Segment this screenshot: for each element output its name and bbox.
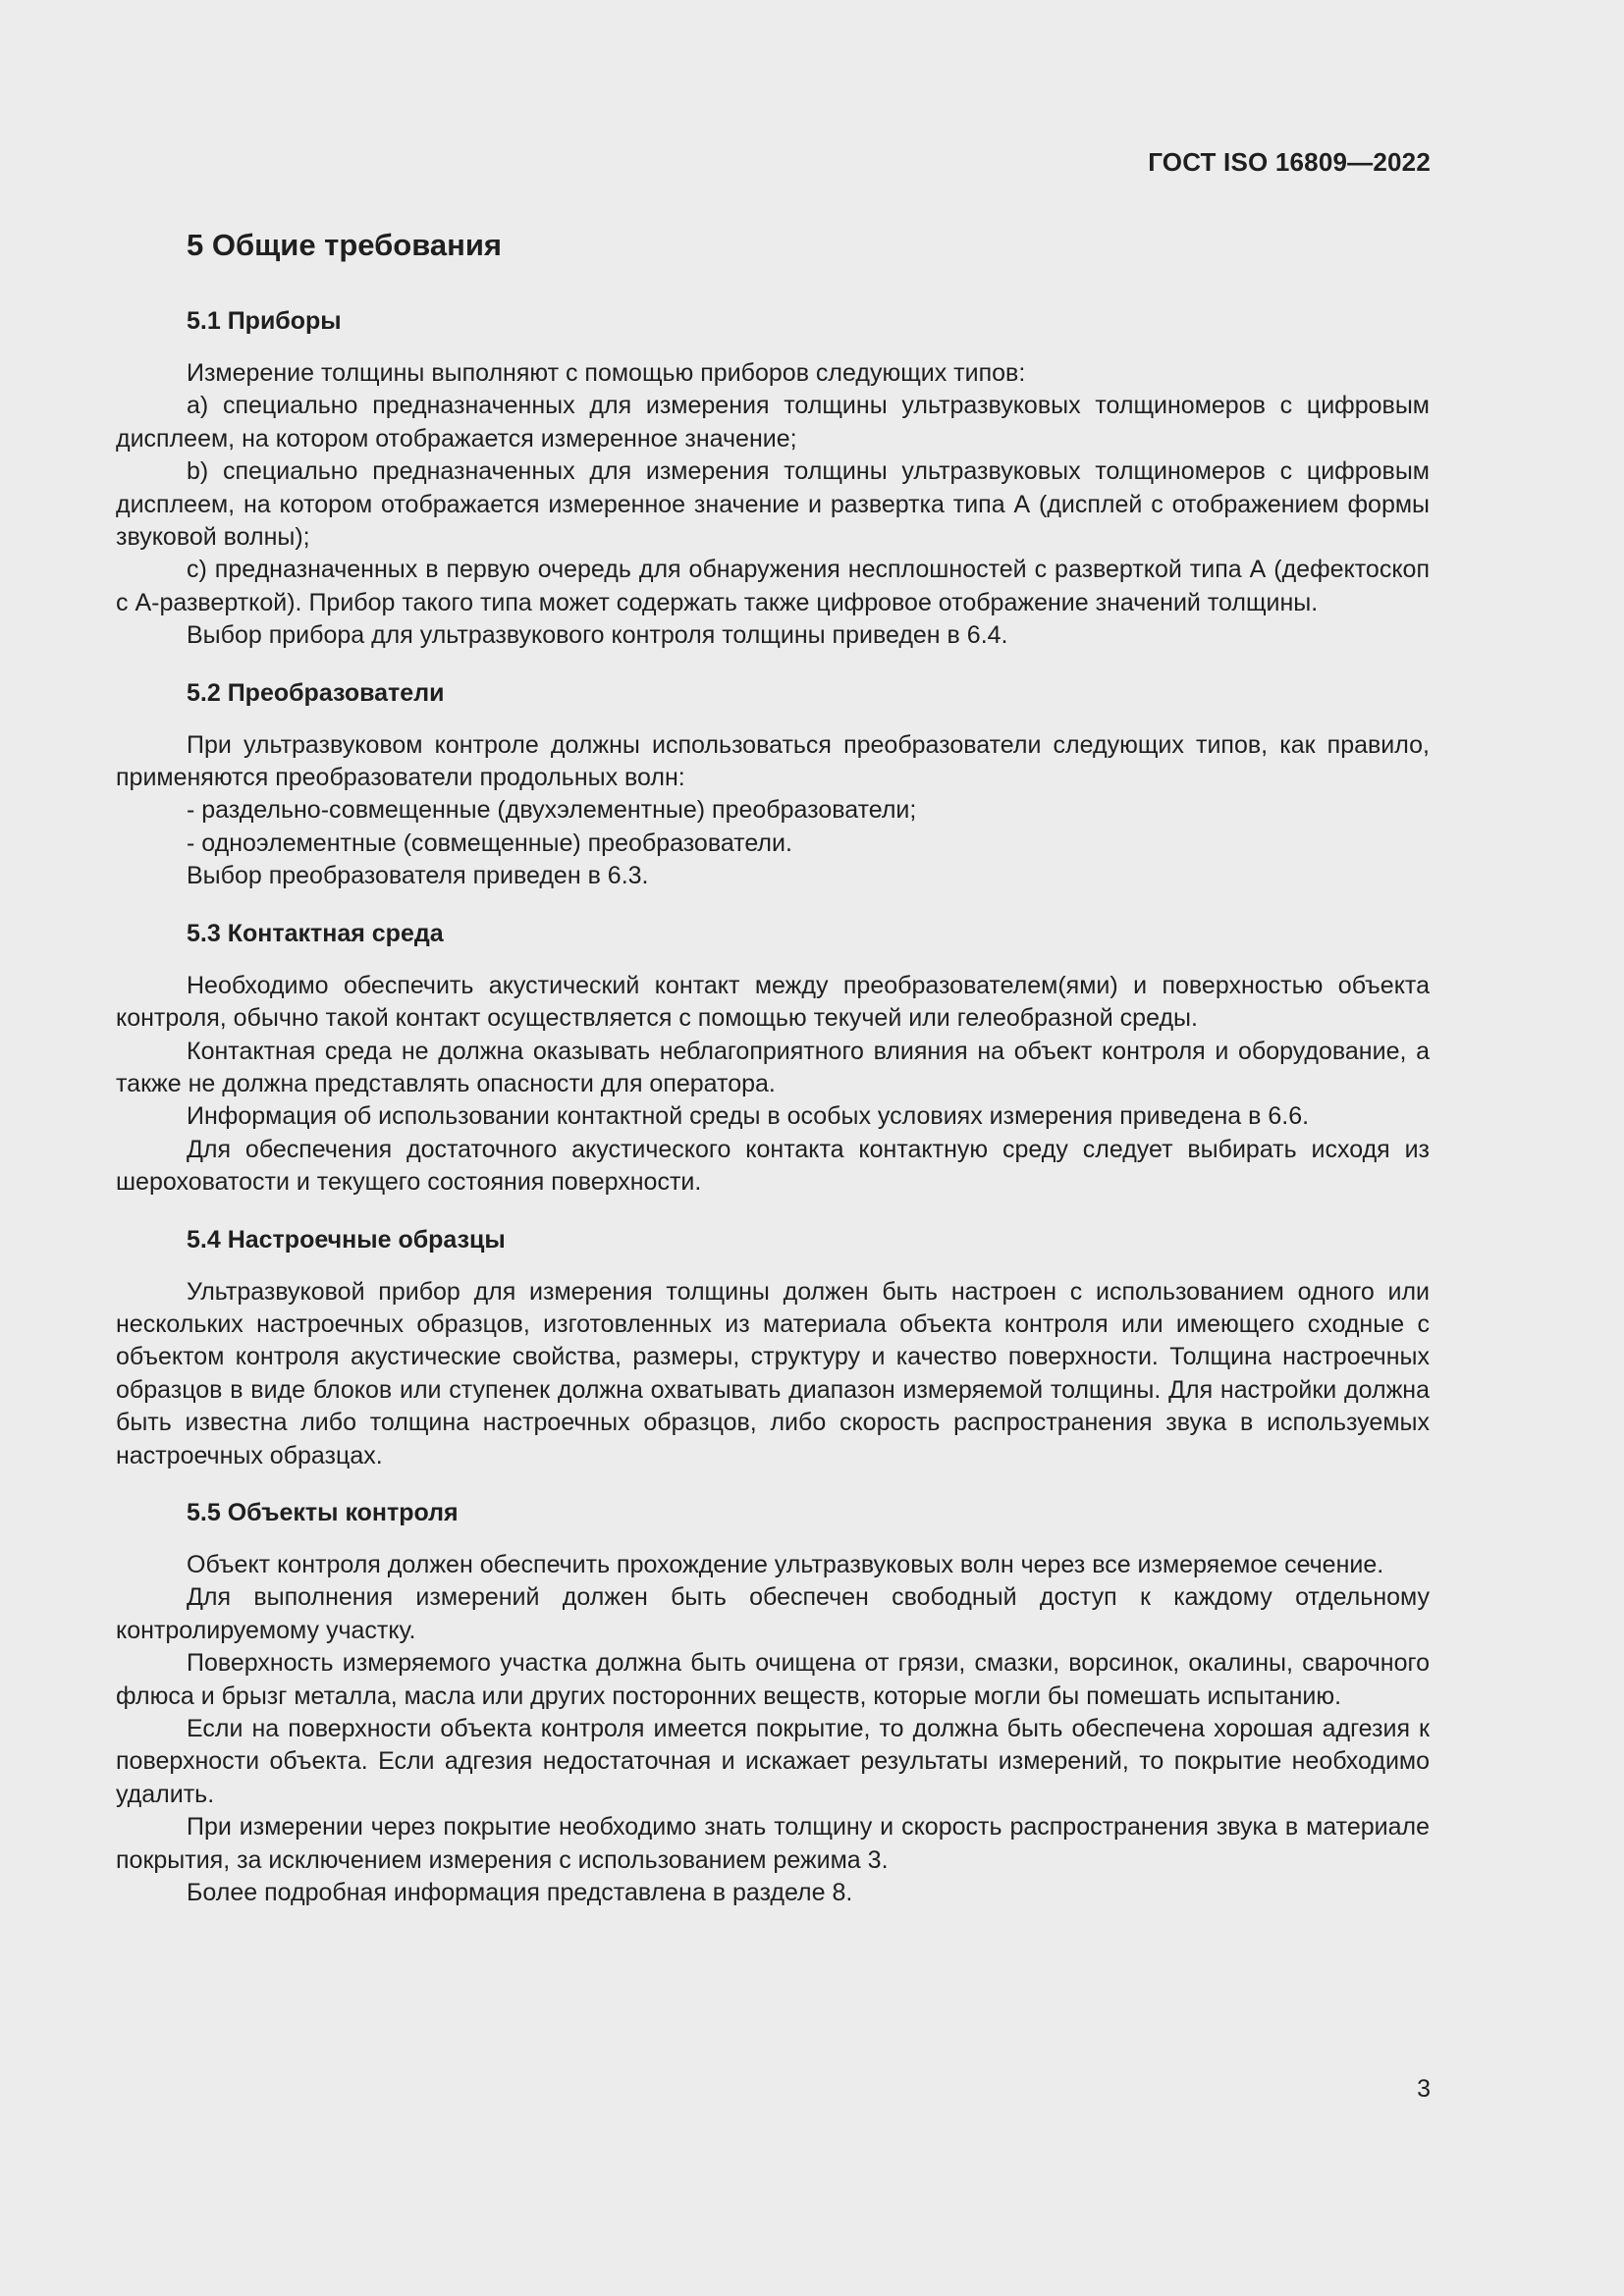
subsection-title-5-4: 5.4 Настроечные образцы <box>187 1225 506 1254</box>
paragraph: Необходимо обеспечить акустический контакт между преобразователем(ями) и поверхностью объекта контроля, обычно такой контакт осуществляется с помощью текучей или гелеобразной среды. <box>116 971 1430 1033</box>
paragraph: Если на поверхности объекта контроля имеется покрытие, то должна быть обеспечена хорошая адгезия к поверхности объекта. Если адгезия недостаточная и искажает результаты измерений, то покрытие необходимо удалить. <box>116 1715 1430 1808</box>
paragraph: Выбор прибора для ультразвукового контроля толщины приведен в 6.4. <box>187 621 1008 650</box>
page-content <box>116 216 1430 1909</box>
paragraph: При ультразвуковом контроле должны использоваться преобразователи следующих типов, как правило, применяются преобразователи продольных волн: <box>116 730 1430 792</box>
paragraph: Контактная среда не должна оказывать неблагоприятного влияния на объект контроля и оборудование, а также не должна представлять опасности для оператора. <box>116 1037 1430 1097</box>
paragraph: Поверхность измеряемого участка должна быть очищена от грязи, смазки, ворсинок, окалины, сварочного флюса и брызг металла, масла или других посторонних веществ, которые могли бы помешать испытанию. <box>116 1649 1430 1710</box>
page-number: 3 <box>1417 2075 1431 2103</box>
paragraph: Объект контроля должен обеспечить прохождение ультразвуковых волн через все измеряемое сечение. <box>187 1550 1384 1578</box>
paragraph: Более подробная информация представлена в разделе 8. <box>187 1879 853 1907</box>
list-item-a: a) специально предназначенных для измерения толщины ультразвуковых толщиномеров с цифровым дисплеем, на котором отображается измеренное значение; <box>116 392 1430 453</box>
subsection-title-5-1: 5.1 Приборы <box>187 307 342 335</box>
dash-list-item: - раздельно-совмещенные (двухэлементные) преобразователи; <box>187 796 917 825</box>
subsection-title-5-2: 5.2 Преобразователи <box>187 678 445 707</box>
subsection-title-5-3: 5.3 Контактная среда <box>187 919 444 947</box>
paragraph: Выбор преобразователя приведен в 6.3. <box>187 862 649 890</box>
subsection-title-5-5: 5.5 Объекты контроля <box>187 1498 459 1526</box>
dash-list-item: - одноэлементные (совмещенные) преобразователи. <box>187 828 792 857</box>
paragraph: Информация об использовании контактной среды в особых условиях измерения приведена в 6.6. <box>187 1102 1310 1131</box>
paragraph: При измерении через покрытие необходимо знать толщину и скорость распространения звука в материале покрытия, за исключением измерения с использованием режима 3. <box>116 1813 1430 1874</box>
paragraph: Для выполнения измерений должен быть обеспечен свободный доступ к каждому отдельному контролируемому участку. <box>116 1583 1430 1644</box>
paragraph: Ультразвуковой прибор для измерения толщины должен быть настроен с использованием одного или нескольких настроечных образцов, изготовленных из материала объекта контроля или имеющего сходные с объектом контроля акустические свойства, размеры, структуру и качество поверхности. Толщина настроечных образцов в виде блоков или ступенек должна охватывать диапазон измеряемой толщины. Для настройки должна быть известна либо толщина настроечных образцов, либо скорость распространения звука в используемых настроечных образцах. <box>116 1277 1430 1469</box>
list-item-b: b) специально предназначенных для измерения толщины ультразвуковых толщиномеров с цифровым дисплеем, на котором отображается измеренное значение и развертка типа А (дисплей с отображением формы звуковой волны); <box>116 457 1430 552</box>
section-title: 5 Общие требования <box>187 228 502 262</box>
list-item-c: c) предназначенных в первую очередь для обнаружения несплошностей с разверткой типа А (дефектоскоп с А-разверткой). Прибор такого типа может содержать также цифровое отображение значений толщины. <box>116 556 1430 616</box>
paragraph: Для обеспечения достаточного акустического контакта контактную среду следует выбирать исходя из шероховатости и текущего состояния поверхности. <box>116 1135 1430 1197</box>
paragraph: Измерение толщины выполняют с помощью приборов следующих типов: <box>187 359 1026 387</box>
document-code: ГОСТ ISO 16809—2022 <box>1148 147 1431 177</box>
